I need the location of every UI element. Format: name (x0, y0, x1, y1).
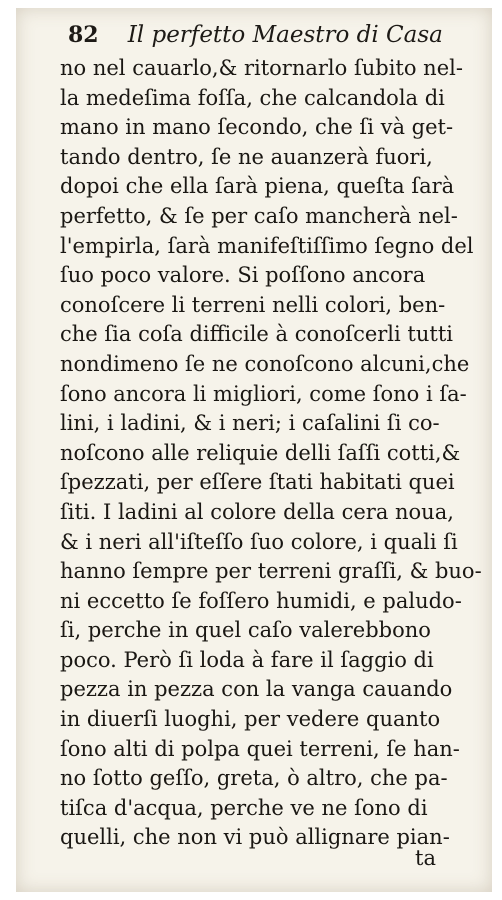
text-line: la medeſima foſſa, che calcandola di (60, 85, 445, 110)
text-line: tiſca d'acqua, perche ve ne ſono di (60, 795, 428, 820)
text-line: dopoi che ella ſarà piena, queſta ſarà (60, 174, 455, 199)
text-line: ſiti. I ladini al colore della cera noua, (60, 499, 454, 524)
running-head: Il perfetto Maestro di Casa (127, 22, 443, 48)
text-line: ni eccetto ſe foſſero humidi, e paludo- (60, 588, 462, 613)
text-line: noſcono alle reliquie delli ſaſſi cotti,& (60, 440, 461, 465)
text-line: ſpezzati, per eſſere ſtati habitati quei (60, 470, 455, 495)
catchword: ta (415, 846, 436, 870)
text-line: no nel cauarlo,& ritornarlo ſubito nel- (60, 56, 463, 80)
text-line: no ſotto geſſo, greta, ò altro, che pa- (60, 766, 448, 791)
text-line: pezza in pezza con la vanga cauando (60, 677, 453, 702)
book-page (16, 8, 492, 892)
text-line: tando dentro, ſe ne auanzerà fuori, (60, 144, 433, 169)
text-line: nondimeno ſe ne conoſcono alcuni,che (60, 351, 470, 376)
text-line: hanno ſempre per terreni graſſi, & buo- (60, 559, 482, 584)
text-line: conoſcere li terreni nelli colori, ben- (60, 292, 446, 317)
text-line: quelli, che non vi può allignare pian- (60, 825, 450, 850)
text-line: ſi, perche in quel caſo valerebbono (60, 618, 431, 643)
text-line: & i neri all'iſteſſo ſuo colore, i quali ſi (60, 529, 458, 554)
text-line: che ſia coſa difficile à conoſcerli tutti (60, 322, 453, 347)
text-line: lini, i ladini, & i neri; i caſalini ſi co- (60, 411, 440, 436)
text-line: in diuerſi luoghi, per vedere quanto (60, 707, 441, 732)
text-line: mano in mano ſecondo, che ſi và get- (60, 115, 454, 140)
page-header (68, 22, 443, 48)
text-line: ſono alti di polpa quei terreni, ſe han- (60, 736, 460, 761)
body-text (60, 54, 490, 853)
text-line: poco. Però ſi loda à fare il ſaggio di (60, 647, 434, 672)
page-number: 82 (68, 22, 99, 48)
text-line: l'empirla, ſarà manifeſtiſſimo ſegno del (60, 233, 474, 258)
text-line: ſono ancora li migliori, come ſono i ſa- (60, 381, 467, 406)
text-line: perfetto, & ſe per caſo mancherà nel- (60, 203, 458, 228)
text-line: ſuo poco valore. Si poſſono ancora (60, 263, 426, 288)
